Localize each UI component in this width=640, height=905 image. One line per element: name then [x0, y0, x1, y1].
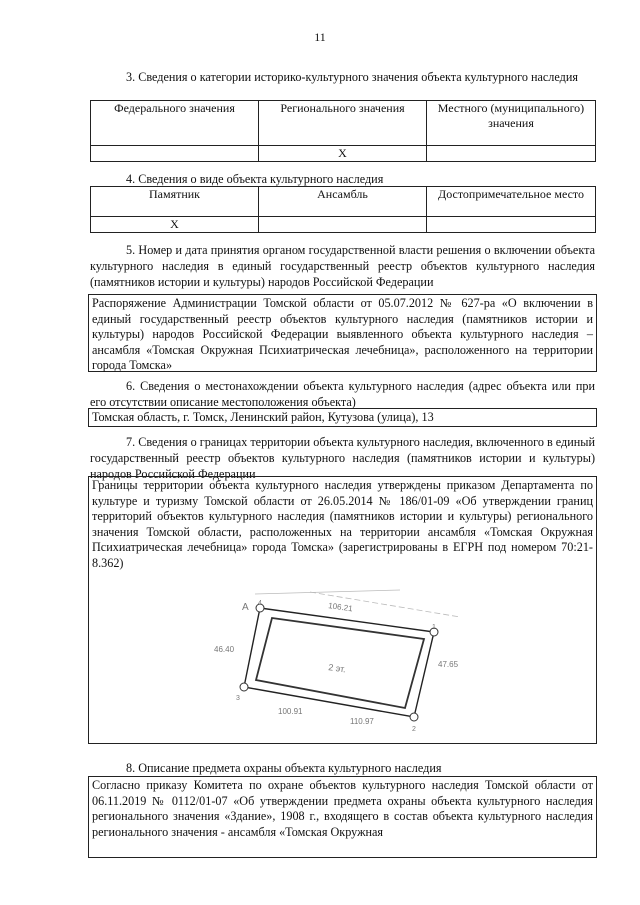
section-6-heading: 6. Сведения о местонахождении объекта культурного наследия (адрес объекта или при его отсутствии описание местоположения объекта)	[90, 379, 595, 409]
col-monument: Памятник	[91, 187, 259, 217]
dim-bottom-right: 110.97	[350, 717, 374, 726]
point-2	[410, 713, 418, 721]
page-number: 11	[314, 30, 326, 44]
point-3	[240, 683, 248, 691]
col-local: Местного (муниципального) значения	[427, 101, 596, 146]
section-8-box: Согласно приказу Комитета по охране объектов культурного наследия Томской области от 06.11.2019 № 0112/01-07 «Об утверждении предмета охраны объекта культурного наследия регионального значения «Здание», 1908 г., входящего в состав объекта культурного наследия регионального значения - ансамбля «Томская Окружная	[88, 776, 597, 858]
val-regional: Х	[259, 146, 427, 162]
val-monument: Х	[91, 217, 259, 233]
territory-plan	[200, 572, 480, 737]
dim-bottom-left: 100.91	[278, 707, 303, 716]
type-table	[90, 186, 596, 233]
val-ensemble	[259, 217, 427, 233]
section-6-box: Томская область, г. Томск, Ленинский район, Кутузова (улица), 13	[88, 408, 597, 427]
building-label: 2 эт.	[327, 662, 347, 675]
point-label-2: 2	[412, 726, 416, 733]
dim-right: 47.65	[438, 660, 459, 669]
point-label-1: 1	[432, 624, 436, 631]
section-7-heading: 7. Сведения о границах территории объекта культурного наследия, включенного в единый государственный реестр объектов культурного наследия (памятников истории и культуры) народов Российской Федерации	[90, 435, 595, 481]
section-5-heading: 5. Номер и дата принятия органом государственной власти решения о включении объекта культурного наследия в единый государственный реестр объектов культурного наследия (памятников истории и культуры) народов Российской Федерации	[90, 243, 595, 289]
val-landmark	[427, 217, 596, 233]
section-8-heading: 8. Описание предмета охраны объекта культурного наследия	[126, 761, 442, 775]
val-local	[427, 146, 596, 162]
col-ensemble: Ансамбль	[259, 187, 427, 217]
point-label-4: 4	[258, 600, 262, 607]
val-federal	[91, 146, 259, 162]
street-line	[255, 590, 400, 594]
section-7-box-text: Границы территории объекта культурного наследия утверждены приказом Департамента по культуре и туризму Томской области от 26.05.2014 № 186/01-09 «Об утверждении границ территорий объектов культурного наследия (памятников истории и культуры) регионального значения Томской области, расположенных на территории ансамбля «Томская Окружная Психиатрическая лечебница» города Томска» (зарегистрированы в ЕГРН под номером 70:21-8.362)	[92, 478, 593, 570]
side-label: А	[242, 602, 249, 613]
dim-left: 46.40	[214, 645, 235, 654]
col-federal: Федерального значения	[91, 101, 259, 146]
dim-top: 106.21	[327, 601, 354, 614]
point-label-3: 3	[236, 695, 240, 702]
col-regional: Регионального значения	[259, 101, 427, 146]
col-landmark: Достопримечательное место	[427, 187, 596, 217]
category-table	[90, 100, 596, 162]
section-5-box: Распоряжение Администрации Томской области от 05.07.2012 № 627-ра «О включении в единый государственный реестр объектов культурного наследия (памятников истории и культуры) народов Российской Федерации выявленного объекта культурного наследия – ансамбля «Томская Окружная Психиатрическая лечебница», расположенного на территории города Томска»	[88, 294, 597, 372]
section-3-heading: 3. Сведения о категории историко-культурного значения объекта культурного наследия	[126, 70, 578, 84]
section-4-heading: 4. Сведения о виде объекта культурного наследия	[126, 172, 384, 186]
